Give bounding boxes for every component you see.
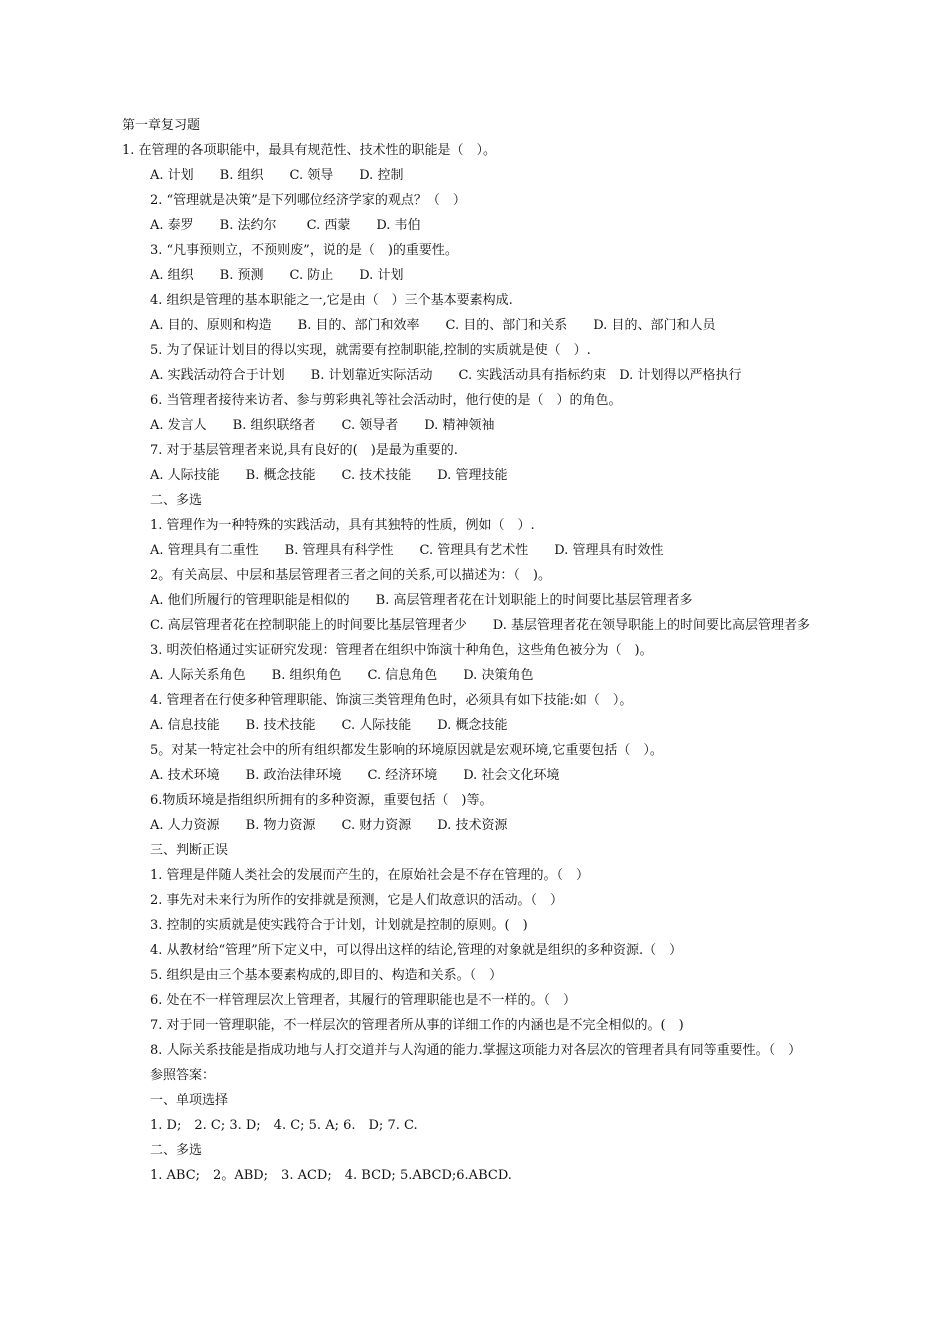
text-line: 7. 对于同一管理职能，不一样层次的管理者所从事的详细工作的内涵也是不完全相似的。( ) xyxy=(150,1018,684,1033)
document-page xyxy=(122,113,816,1188)
text-line: A. 技术环境 B. 政治法律环境 C. 经济环境 D. 社会文化环境 xyxy=(150,768,560,783)
text-line: A. 组织 B. 预测 C. 防止 D. 计划 xyxy=(150,268,404,283)
text-line: 1. 管理作为一种特殊的实践活动，具有其独特的性质，例如（ ）. xyxy=(150,518,535,533)
text-line: 三、判断正误 xyxy=(150,843,229,858)
text-line: A. 他们所履行的管理职能是相似的 B. 高层管理者花在计划职能上的时间要比基层管理者多 xyxy=(150,593,693,608)
text-line: 4. 从教材给“管理”所下定义中，可以得出这样的结论,管理的对象就是组织的多种资源.（ ） xyxy=(150,943,683,958)
text-line: 4. 管理者在行使多种管理职能、饰演三类管理角色时，必须具有如下技能:如（ ）。 xyxy=(150,693,633,708)
text-line: 3. 控制的实质就是使实践符合于计划，计划就是控制的原则。( ) xyxy=(150,918,528,933)
text-line: 4. 组织是管理的基本职能之一,它是由（ ）三个基本要素构成. xyxy=(150,293,513,308)
text-line: A. 信息技能 B. 技术技能 C. 人际技能 D. 概念技能 xyxy=(150,718,508,733)
text-line: 2. 事先对未来行为所作的安排就是预测，它是人们故意识的活动。（ ） xyxy=(150,893,564,908)
text-line: 5. 组织是由三个基本要素构成的,即目的、构造和关系。（ ） xyxy=(150,968,503,983)
text-line: 1. ABC; 2。ABD; 3. ACD; 4. BCD; 5.ABCD;6.ABCD. xyxy=(150,1168,512,1183)
text-line: 二、多选 xyxy=(150,493,203,508)
text-line: 6. 当管理者接待来访者、参与剪彩典礼等社会活动时，他行使的是（ ）的角色。 xyxy=(150,393,622,408)
text-line: 参照答案： xyxy=(150,1068,216,1083)
text-line: 5. 为了保证计划目的得以实现，就需要有控制职能,控制的实质就是使（ ）. xyxy=(150,343,591,358)
text-line: A. 泰罗 B. 法约尔 C. 西蒙 D. 韦伯 xyxy=(150,218,421,233)
text-line: A. 人力资源 B. 物力资源 C. 财力资源 D. 技术资源 xyxy=(150,818,508,833)
text-line: 6.物质环境是指组织所拥有的多种资源，重要包括（ )等。 xyxy=(150,793,493,808)
text-line: 8. 人际关系技能是指成功地与人打交道并与人沟通的能力.掌握这项能力对各层次的管理者具有同等重要性。（ ） xyxy=(150,1043,802,1058)
text-line: 3. 明茨伯格通过实证研究发现：管理者在组织中饰演十种角色，这些角色被分为（ )。 xyxy=(150,643,653,658)
text-line: 2。有关高层、中层和基层管理者三者之间的关系,可以描述为：（ )。 xyxy=(150,568,551,583)
text-line: A. 人际技能 B. 概念技能 C. 技术技能 D. 管理技能 xyxy=(150,468,508,483)
text-line: 5。对某一特定社会中的所有组织都发生影响的环境原因就是宏观环境,它重要包括（ ）。 xyxy=(150,743,663,758)
text-line: A. 实践活动符合于计划 B. 计划靠近实际活动 C. 实践活动具有指标约束 D. 计划得以严格执行 xyxy=(150,368,742,383)
text-line: A. 计划 B. 组织 C. 领导 D. 控制 xyxy=(150,168,404,183)
text-line: A. 人际关系角色 B. 组织角色 C. 信息角色 D. 决策角色 xyxy=(150,668,534,683)
text-line: A. 发言人 B. 组织联络者 C. 领导者 D. 精神领袖 xyxy=(150,418,495,433)
text-line: 二、多选 xyxy=(150,1143,203,1158)
text-line: C. 高层管理者花在控制职能上的时间要比基层管理者少 D. 基层管理者花在领导职能上的时间要比高层管理者多 xyxy=(150,618,810,633)
text-line: 6. 处在不一样管理层次上管理者，其履行的管理职能也是不一样的。（ ） xyxy=(150,993,577,1008)
text-line: 1. D; 2. C; 3. D; 4. C; 5. A; 6. D; 7. C. xyxy=(150,1118,418,1133)
text-line: A. 管理具有二重性 B. 管理具有科学性 C. 管理具有艺术性 D. 管理具有时效性 xyxy=(150,543,664,558)
document-title: 第一章复习题 xyxy=(122,118,201,133)
text-line: 3. “凡事预则立，不预则废”，说的是（ )的重要性。 xyxy=(150,243,458,258)
text-line: 2. “管理就是决策”是下列哪位经济学家的观点？（ ） xyxy=(150,193,466,208)
text-line: A. 目的、原则和构造 B. 目的、部门和效率 C. 目的、部门和关系 D. 目的、部门和人员 xyxy=(150,318,716,333)
text-line: 1. 管理是伴随人类社会的发展而产生的，在原始社会是不存在管理的。（ ） xyxy=(150,868,590,883)
text-line: 一、单项选择 xyxy=(150,1093,229,1108)
text-line: 1. 在管理的各项职能中，最具有规范性、技术性的职能是（ ）。 xyxy=(122,143,497,158)
text-line: 7. 对于基层管理者来说,具有良好的( )是最为重要的. xyxy=(150,443,458,458)
document-body xyxy=(122,138,816,1188)
